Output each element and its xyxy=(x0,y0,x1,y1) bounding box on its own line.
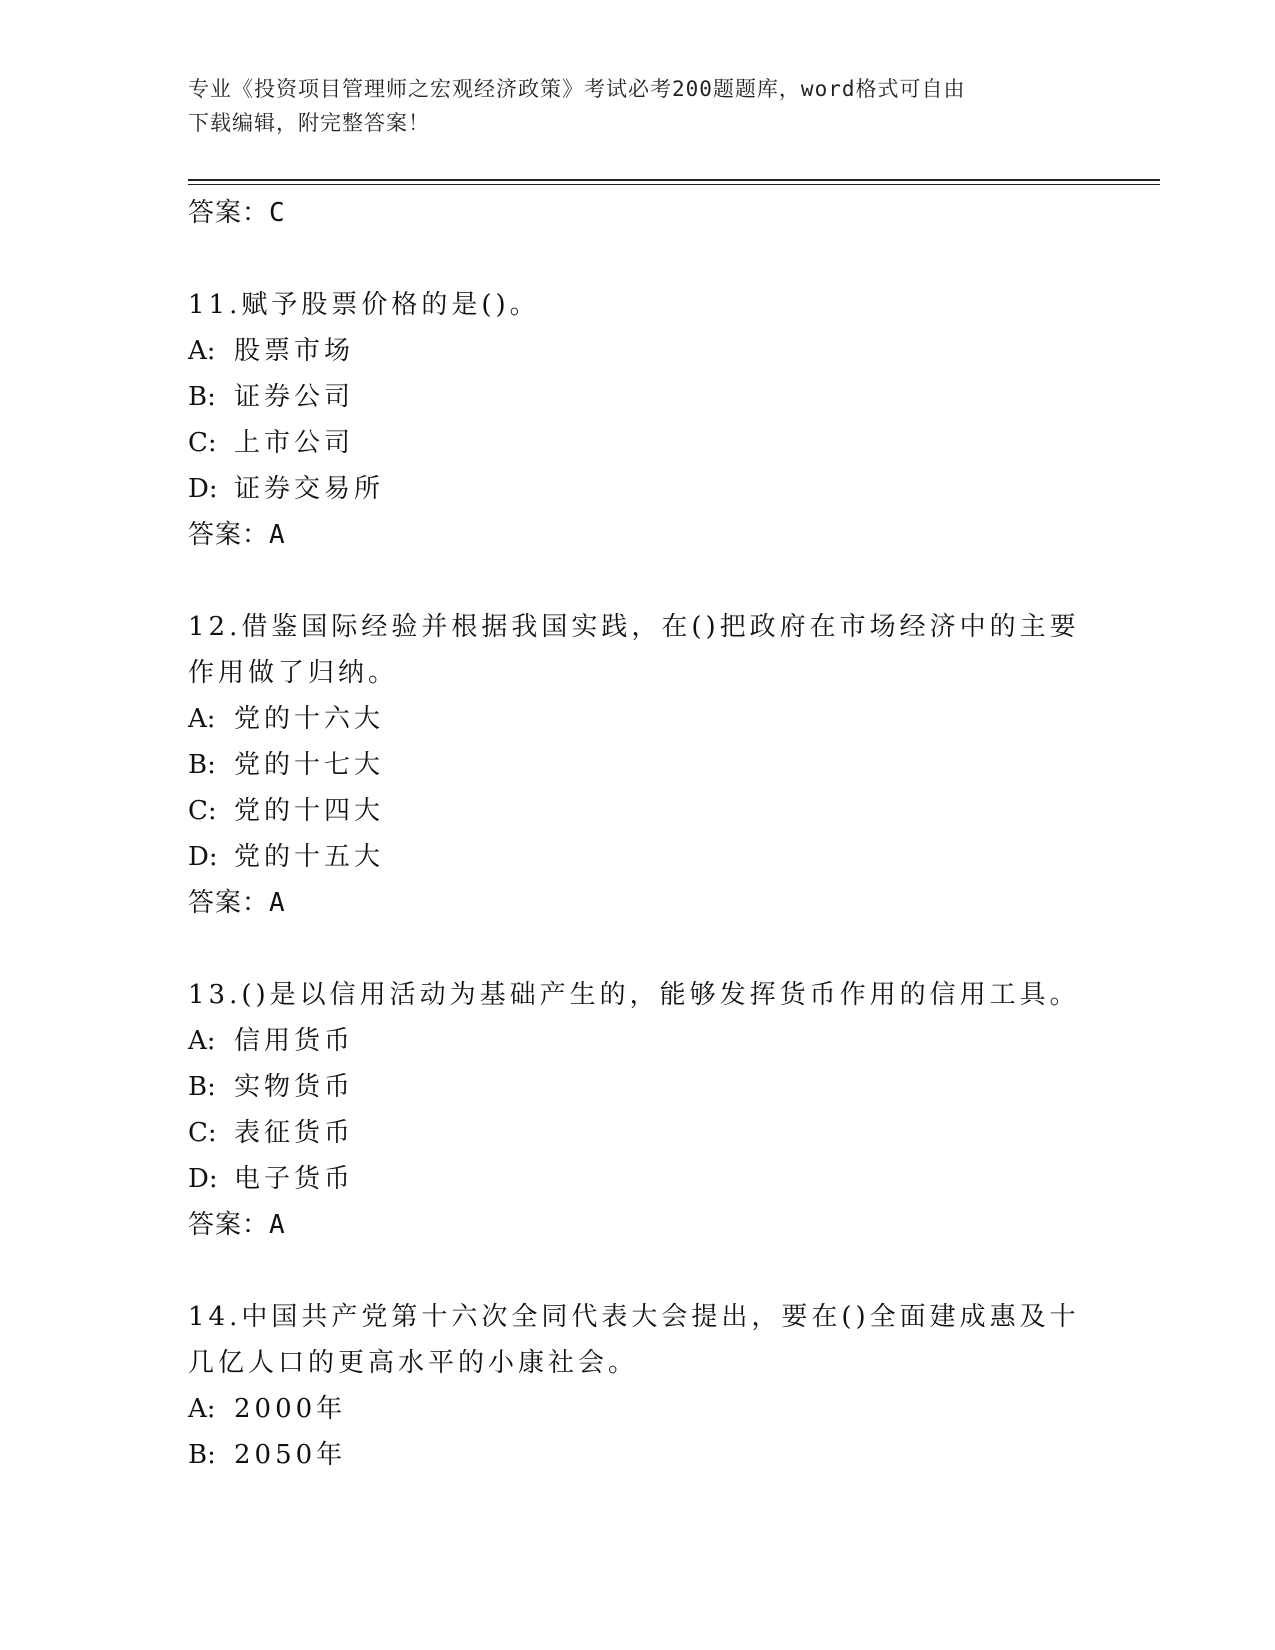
option-text: 2050年 xyxy=(234,1440,347,1470)
question-block xyxy=(188,282,1088,558)
document-header xyxy=(188,72,1088,140)
option-text: 党的十五大 xyxy=(234,842,385,872)
option-letter: C: xyxy=(188,1118,217,1148)
option-c xyxy=(188,1110,1088,1156)
question-block xyxy=(188,972,1088,1248)
option-text: 表征货币 xyxy=(234,1118,355,1148)
option-letter: B: xyxy=(188,750,216,780)
question-block xyxy=(188,604,1088,926)
question-stem: 13.()是以信用活动为基础产生的，能够发挥货币作用的信用工具。 xyxy=(188,980,1080,1010)
answer-line xyxy=(188,1202,1088,1248)
header-line-1: 专业《投资项目管理师之宏观经济政策》考试必考200题题库，word格式可自由 xyxy=(188,77,966,101)
option-text: 实物货币 xyxy=(234,1072,355,1102)
answer-label: 答案： xyxy=(188,888,270,918)
option-letter: A: xyxy=(188,336,216,366)
option-d xyxy=(188,466,1088,512)
option-text: 股票市场 xyxy=(234,336,355,366)
option-text: 党的十六大 xyxy=(234,704,385,734)
option-letter: D: xyxy=(188,1164,218,1194)
option-a xyxy=(188,328,1088,374)
option-text: 电子货币 xyxy=(234,1164,355,1194)
question-stem: 12.借鉴国际经验并根据我国实践，在()把政府在市场经济中的主要作用做了归纳。 xyxy=(188,612,1080,688)
answer-label: 答案： xyxy=(188,1210,270,1240)
header-divider-bottom xyxy=(188,184,1160,185)
answer-value: A xyxy=(269,520,286,550)
option-d xyxy=(188,834,1088,880)
question-stem: 11.赋予股票价格的是()。 xyxy=(188,290,540,320)
option-a xyxy=(188,1018,1088,1064)
option-letter: C: xyxy=(188,796,217,826)
question-block xyxy=(188,1294,1088,1478)
option-text: 党的十七大 xyxy=(234,750,385,780)
option-c xyxy=(188,420,1088,466)
answer-label: 答案： xyxy=(188,520,270,550)
answer-value: A xyxy=(269,888,286,918)
option-b xyxy=(188,1432,1088,1478)
option-letter: A: xyxy=(188,704,216,734)
option-letter: B: xyxy=(188,1440,216,1470)
answer-line xyxy=(188,512,1088,558)
option-a xyxy=(188,696,1088,742)
answer-line xyxy=(188,880,1088,926)
option-text: 党的十四大 xyxy=(234,796,385,826)
answer-value: C xyxy=(269,198,286,228)
option-text: 上市公司 xyxy=(234,428,355,458)
option-a xyxy=(188,1386,1088,1432)
option-letter: B: xyxy=(188,382,216,412)
option-c xyxy=(188,788,1088,834)
option-letter: D: xyxy=(188,474,218,504)
option-letter: C: xyxy=(188,428,217,458)
option-letter: D: xyxy=(188,842,218,872)
option-text: 2000年 xyxy=(234,1394,347,1424)
answer-value: A xyxy=(269,1210,286,1240)
option-letter: B: xyxy=(188,1072,216,1102)
option-b xyxy=(188,1064,1088,1110)
question-stem: 14.中国共产党第十六次全同代表大会提出，要在()全面建成惠及十几亿人口的更高水平的小康社会。 xyxy=(188,1302,1080,1378)
option-text: 证券公司 xyxy=(234,382,355,412)
question-list xyxy=(188,190,1088,1478)
option-letter: A: xyxy=(188,1026,216,1056)
answer-label: 答案： xyxy=(188,198,270,228)
option-b xyxy=(188,742,1088,788)
answer-line xyxy=(188,190,1088,236)
option-text: 信用货币 xyxy=(234,1026,355,1056)
option-b xyxy=(188,374,1088,420)
option-text: 证券交易所 xyxy=(234,474,385,504)
header-divider-top xyxy=(188,179,1160,181)
option-letter: A: xyxy=(188,1394,216,1424)
option-d xyxy=(188,1156,1088,1202)
header-line-2: 下载编辑，附完整答案！ xyxy=(188,111,430,135)
